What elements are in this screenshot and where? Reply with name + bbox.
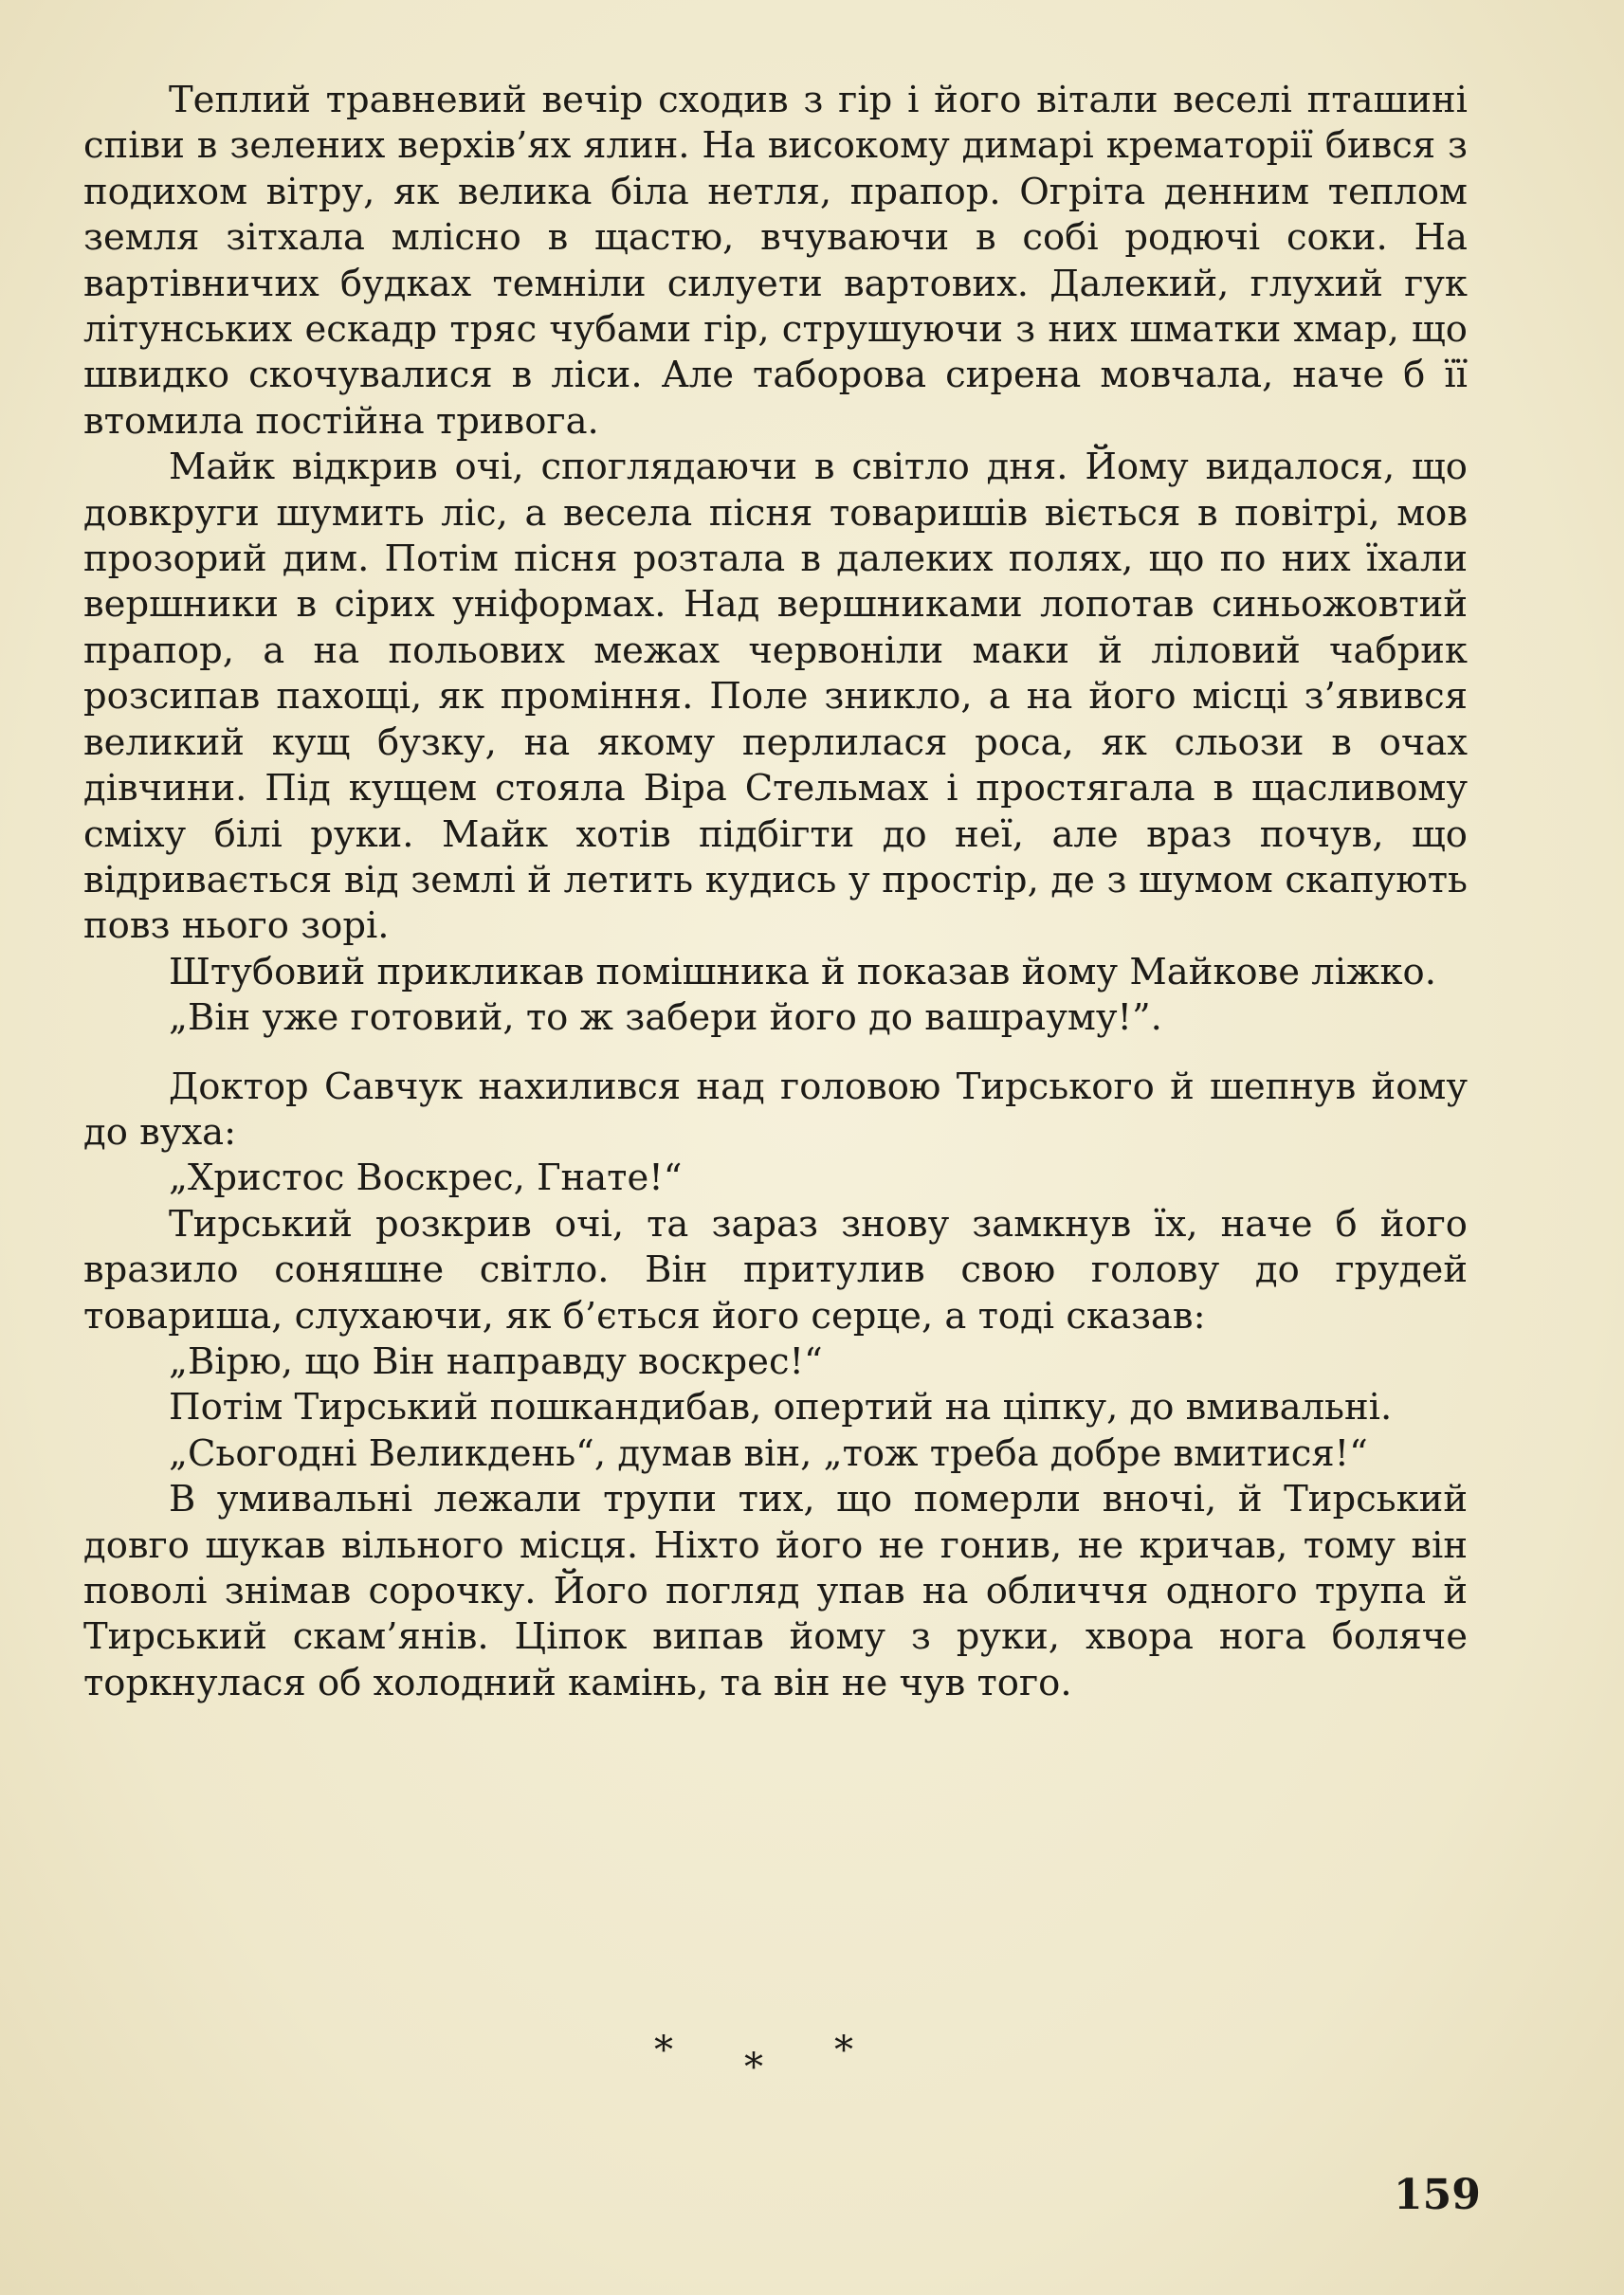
section-separator: [654, 2029, 882, 2089]
separator-star: *: [654, 2029, 673, 2072]
paragraph-6: „Христос Воскрес, Гнате!“: [169, 1157, 683, 1200]
separator-star: *: [744, 2046, 763, 2089]
paragraph-10: „Сьогодні Великдень“, думав він, „тож треба добре вмитися!“: [169, 1431, 1368, 1475]
paragraph-11: В умивальні лежали трупи тих, що померли вночі, й Тирський довго шукав вільного місця. Ніхто його не гонив, не кричав, тому він поволі знімав сорочку. Його погляд упав на обличчя одного трупа й Тирський скам’янів. Ціпок випав йому з руки, хвора нога боляче торкнулася об холодний камінь, та він не чув того.: [83, 1478, 1468, 1704]
paragraph-1: Теплий травневий вечір сходив з гір і його вітали веселі пташині співи в зелених верхів’ях ялин. На високому димарі крематорії бився з подихом вітру, як велика біла нетля, прапор. Огріта денним теплом земля зітхала млісно в щастю, вчуваючи в собі родючі соки. На вартівничих будках темніли силуети вартових. Далекий, глухий гук літунських ескадр тряс чубами гір, струшуючи з них шматки хмар, що швидко скочувалися в ліси. Але таборова сирена мовчала, наче б її втомила постійна тривога.: [83, 79, 1468, 443]
page-number: 159: [1394, 2171, 1481, 2219]
paragraph-7: Тирський розкрив очі, та зараз знову замкнув їх, наче б його вразило соняшне світло. Він притулив свою голову до грудей товариша, слухаючи, як б’ється його серце, а тоді сказав:: [83, 1202, 1468, 1338]
separator-star: *: [834, 2029, 853, 2072]
paragraph-3: Штубовий прикликав помішника й показав йому Майкове ліжко.: [169, 950, 1436, 993]
paragraph-5: Доктор Савчук нахилився над головою Тирського й шепнув йому до вуха:: [83, 1065, 1468, 1154]
paragraph-9: Потім Тирський пошкандибав, опертий на ціпку, до вмивальні.: [169, 1386, 1393, 1430]
paragraph-4: „Він уже готовий, то ж забери його до вашрауму!”.: [169, 996, 1162, 1040]
paragraph-8: „Вірю, що Він направду воскрес!“: [169, 1339, 823, 1383]
body-text: [83, 78, 1468, 1706]
paragraph-2: Майк відкрив очі, споглядаючи в світло дня. Йому видалося, що довкруги шумить ліс, а весела пісня товаришів віється в повітрі, мов прозорий дим. Потім пісня розтала в далеких полях, що по них їхали вершники в сірих уніформах. Над вершниками лопотав синьожовтий прапор, а на польових межах червоніли маки й ліловий чабрик розсипав пахощі, як проміння. Поле зникло, а на його місці з’явився великий кущ бузку, на якому перлилася роса, як сльози в очах дівчини. Під кущем стояла Віра Стельмах і простягала в щасливому сміху білі руки. Майк хотів підбігти до неї, але враз почув, що відривається від землі й летить кудись у простір, де з шумом скапують повз нього зорі.: [83, 446, 1468, 948]
